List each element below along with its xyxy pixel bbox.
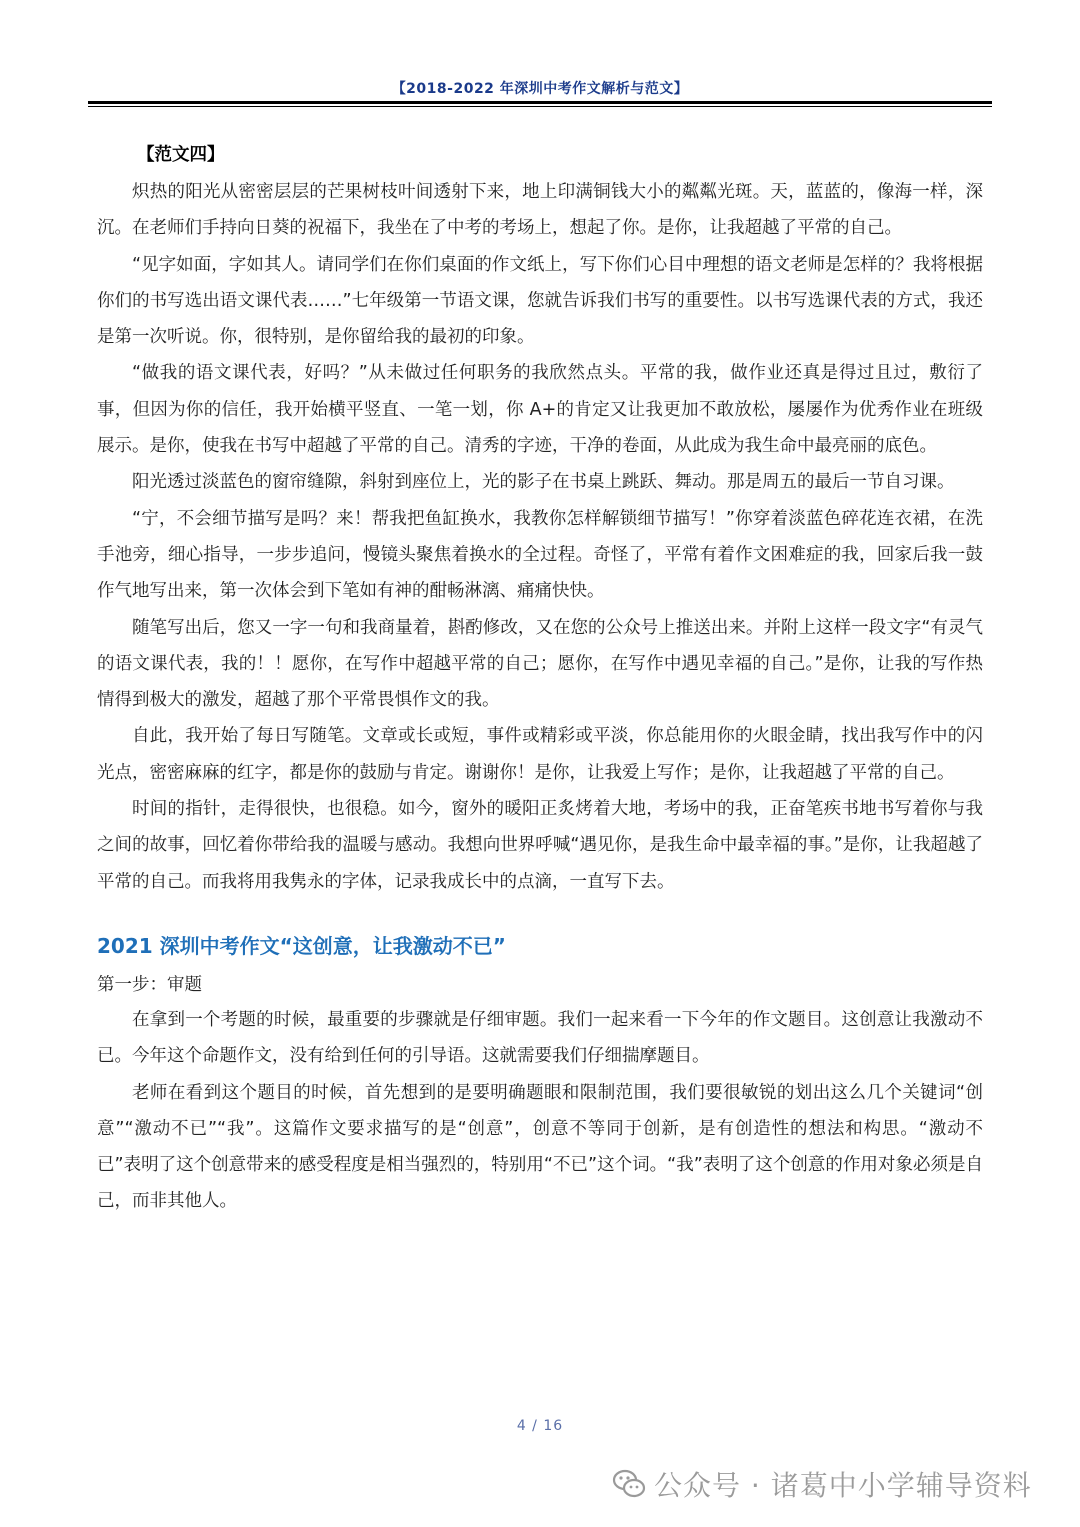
paragraph: 阳光透过淡蓝色的窗帘缝隙，斜射到座位上，光的影子在书桌上跳跃、舞动。那是周五的最后一节自习课。 bbox=[132, 472, 955, 493]
paragraph: “做我的语文课代表，好吗？”从未做过任何职务的我欣然点头。平常的我，做作业还真是得过且过，敷衍了事，但因为你的信任，我开始横平竖直、一笔一划，你 A+的肯定又让我更加不敢放松，屡屡作为优秀作业在班级展示。是你，使我在书写中超越了平常的自己。清秀的字迹，干净的卷面，从此成为我生命中最亮丽的底色。 bbox=[97, 363, 983, 457]
section-title: 【范文四】 bbox=[137, 145, 225, 165]
paragraph: “见字如面，字如其人。请同学们在你们桌面的作文纸上，写下你们心目中理想的语文老师是怎样的？我将根据你们的书写选出语文课代表……”七年级第一节语文课，您就告诉我们书写的重要性。以书写选课代表的方式，我还是第一次听说。你，很特别，是你留给我的最初的印象。 bbox=[97, 254, 983, 348]
step-label: 第一步：审题 bbox=[97, 974, 202, 995]
paragraph: 炽热的阳光从密密层层的芒果树枝叶间透射下来，地上印满铜钱大小的粼粼光斑。天，蓝蓝的，像海一样，深沉。在老师们手持向日葵的祝福下，我坐在了中考的考场上，想起了你。是你，让我超越了平常的自己。 bbox=[97, 182, 983, 239]
paragraph: 自此，我开始了每日写随笔。文章或长或短，事件或精彩或平淡，你总能用你的火眼金睛，找出我写作中的闪光点，密密麻麻的红字，都是你的鼓励与肯定。谢谢你！是你，让我爱上写作；是你，让我超越了平常的自己。 bbox=[97, 726, 983, 783]
paragraph: “宁，不会细节描写是吗？来！帮我把鱼缸换水，我教你怎样解锁细节描写！”你穿着淡蓝色碎花连衣裙，在洗手池旁，细心指导，一步步追问，慢镜头聚焦着换水的全过程。奇怪了，平常有着作文困难症的我，回家后我一鼓作气地写出来，第一次体会到下笔如有神的酣畅淋漓、痛痛快快。 bbox=[97, 508, 983, 602]
header-rule-thick bbox=[88, 101, 992, 104]
wechat-icon bbox=[612, 1468, 646, 1500]
document-body bbox=[97, 138, 983, 1220]
watermark bbox=[612, 1462, 1062, 1506]
watermark-text: 公众号 · 诸葛中小学辅导资料 bbox=[654, 1469, 1032, 1502]
paragraph: 在拿到一个考题的时候，最重要的步骤就是仔细审题。我们一起来看一下今年的作文题目。这创意让我激动不已。今年这个命题作文，没有给到任何的引导语。这就需要我们仔细揣摩题目。 bbox=[97, 1009, 983, 1067]
paragraph: 时间的指针，走得很快，也很稳。如今，窗外的暖阳正炙烤着大地，考场中的我，正奋笔疾书地书写着你与我之间的故事，回忆着你带给我的温暖与感动。我想向世界呼喊“遇见你，是我生命中最幸福的事。”是你，让我超越了平常的自己。而我将用我隽永的字体，记录我成长中的点滴，一直写下去。 bbox=[97, 799, 983, 892]
document-header: 【2018-2022 年深圳中考作文解析与范文】 bbox=[391, 81, 689, 97]
paragraph: 老师在看到这个题目的时候，首先想到的是要明确题眼和限制范围，我们要很敏锐的划出这么几个关键词“创意”“激动不已”“我”。这篇作文要求描写的是“创意”，创意不等同于创新，是有创造性的想法和构思。“激动不已”表明了这个创意带来的感受程度是相当强烈的，特别用“不已”这个词。“我”表明了这个创意的作用对象必须是自己，而非其他人。 bbox=[97, 1082, 983, 1212]
paragraph: 随笔写出后，您又一字一句和我商量着，斟酌修改，又在您的公众号上推送出来。并附上这样一段文字“有灵气的语文课代表，我的！！愿你，在写作中超越平常的自己；愿你，在写作中遇见幸福的自己。”是你，让我的写作热情得到极大的激发，超越了那个平常畏惧作文的我。 bbox=[97, 617, 983, 711]
header-rule-thin bbox=[88, 106, 992, 107]
section-heading: 2021 深圳中考作文“这创意，让我激动不已” bbox=[97, 933, 506, 958]
page-number: 4 / 16 bbox=[516, 1418, 564, 1434]
